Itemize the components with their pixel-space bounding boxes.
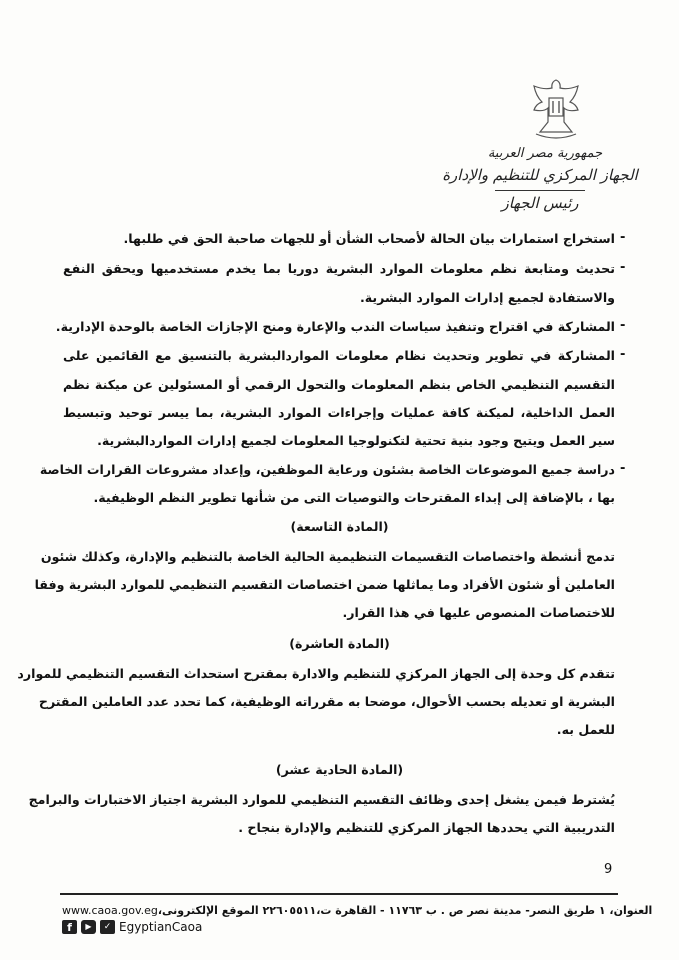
letterhead-agency: الجهاز المركزي للتنظيم والإدارة: [442, 166, 638, 184]
article-10-line: البشرية او تعديله بحسب الأحوال، موضحا به مقرراته الوظيفية، كما تحدد عدد العاملين المقترح: [38, 694, 615, 709]
letterhead-country: جمهورية مصر العربية: [487, 146, 603, 161]
youtube-icon[interactable]: ▶: [81, 920, 96, 934]
article-11-line: التدريبية التي يحددها الجهاز المركزي للتنظيم والإدارة بنجاح .: [238, 820, 615, 835]
bullet-5-line: بها ، بالإضافة إلى إبداء المقترحات والتوصيات التى من شأنها تطوير النظم الوظيفية.: [93, 490, 615, 505]
footer-address: العنوان، ١ طريق النصر- مدينة نصر ص . ب ١١٧٦٣ - القاهرة ت،٢٢٦٠٥٥١١ الموقع الإلكترونى،: [157, 904, 653, 917]
letterhead-divider: [495, 190, 585, 191]
bullet-2-line: تحديث ومتابعة نظم معلومات الموارد البشرية دوريا بما يخدم مستخدميها ويحقق النفع: [63, 261, 615, 276]
article-9-line: تدمج أنشطة واختصاصات التقسيمات التنظيمية الحالية الخاصة بالتنظيم والإدارة، وكذلك شئون: [40, 549, 615, 564]
article-9-line: للاختصاصات المنصوص عليها في هذا القرار.: [342, 605, 615, 620]
article-11-line: يُشترط فيمن يشغل إحدى وظائف التقسيم التنظيمي للموارد البشرية اجتياز الاختبارات والبرامج: [28, 792, 615, 807]
article-10-line: تتقدم كل وحدة إلى الجهاز المركزي للتنظيم والادارة بمقترح استحداث التقسيم التنظيمي للموارد: [17, 666, 615, 681]
footer-website[interactable]: www.caoa.gov.eg: [62, 904, 158, 917]
article-9-heading: (المادة التاسعة): [290, 519, 389, 534]
article-9-line: العاملين أو شئون الأفراد وما يماثلها ضمن اختصاصات التقسيم التنظيمي للموارد البشرية وفقا: [34, 577, 615, 592]
article-10-line: للعمل به.: [556, 722, 615, 737]
bullet-5-line: دراسة جميع الموضوعات الخاصة بشئون ورعاية الموظفين، وإعداد مشروعات القرارات الخاصة: [39, 462, 615, 477]
article-10-heading: (المادة العاشرة): [289, 636, 390, 651]
article-11-heading: (المادة الحادية عشر): [275, 762, 404, 777]
twitter-icon[interactable]: ✓: [100, 920, 115, 934]
footer-address-row: [62, 904, 652, 917]
bullet-marker: -: [620, 230, 626, 245]
bullet-3-line: المشاركة في اقتراح وتنفيذ سياسات الندب والإعارة ومنح الإجازات الخاصة بالوحدة الإدارية.: [55, 319, 615, 334]
footer-social: [62, 920, 202, 934]
bullet-2-line: والاستفادة لجميع إدارات الموارد البشرية.: [360, 290, 615, 305]
bullet-1-line: استخراج استمارات بيان الحالة لأصحاب الشأن أو للجهات صاحبة الحق في طلبها.: [123, 231, 615, 246]
bullet-4-line: المشاركة في تطوير وتحديث نظام معلومات المواردالبشرية بالتنسيق مع القائمين على: [63, 348, 615, 363]
facebook-icon[interactable]: f: [62, 920, 77, 934]
bullet-marker: -: [620, 461, 626, 476]
bullet-4-line: التقسيم التنظيمي الخاص بنظم المعلومات والتحول الرقمي أو المسئولين عن ميكنة نظم: [63, 377, 615, 392]
egypt-eagle-emblem: [528, 76, 584, 142]
bullet-marker: -: [620, 347, 626, 362]
social-handle: EgyptianCaoa: [119, 920, 203, 934]
bullet-marker: -: [620, 318, 626, 333]
bullet-marker: -: [620, 260, 626, 275]
bullet-4-line: العمل الداخلية، لميكنة كافة عمليات وإجراءات الموارد البشرية، بما ييسر توحيد وتبسيط: [63, 405, 615, 420]
page-number: 9: [604, 862, 613, 877]
footer-divider: [60, 893, 618, 895]
bullet-4-line: سير العمل ويتيح وجود بنية تحتية لتكنولوجيا المعلومات لجميع إدارات المواردالبشرية.: [97, 433, 615, 448]
letterhead-title: رئيس الجهاز: [501, 194, 579, 212]
